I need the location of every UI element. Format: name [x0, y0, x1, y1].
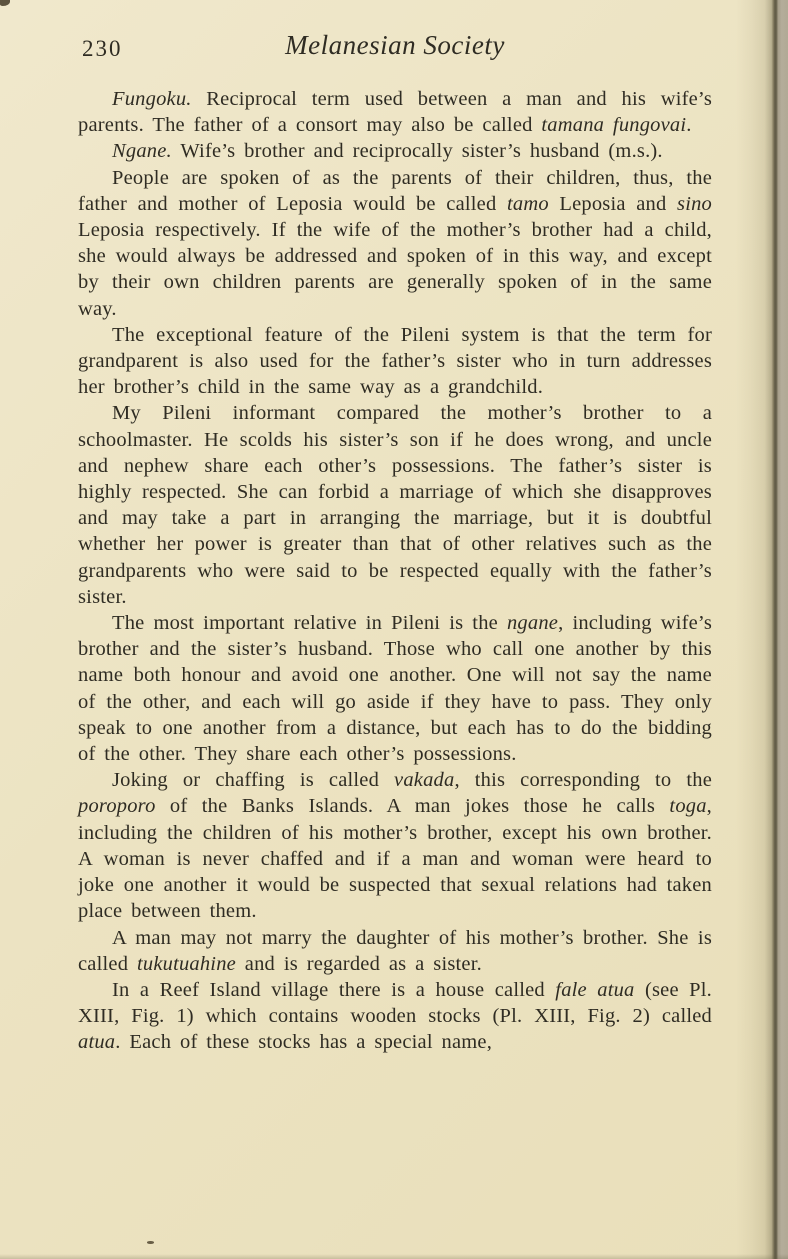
running-title: Melanesian Society: [285, 30, 505, 60]
paragraph: The exceptional feature of the Pileni system is that the term for grandparent is also used for the father’s sister who in turn addresses her brother’s child in the same way as a grandchild.: [78, 323, 712, 399]
scan-speck-top-left: [0, 0, 10, 6]
italic-term: atua: [78, 1031, 116, 1054]
paragraph: The most important relative in Pileni is the ngane, including wife’s brother and the sister’s husband. Those who call one another by this name both honour and avoid one another. One will not say the name of the other, and each will go aside if they have to pass. They only speak to one another from a distance, but each has to do the bidding of the other. They share each other’s possessions.: [78, 612, 712, 766]
page-header: [78, 30, 712, 72]
paragraph: Fungoku. Reciprocal term used between a man and his wife’s parents. The father of a consort may also be called tamana fungovai.: [78, 88, 712, 137]
italic-term: sino: [677, 192, 713, 215]
paragraph: My Pileni informant compared the mother’s brother to a schoolmaster. He scolds his sister’s son if he does wrong, and uncle and nephew share each other’s possessions. The father’s sister is highly respected. She can forbid a marriage of which she disapproves and may take a part in arranging the marriage, but it is doubtful whether her power is greater than that of other relatives such as the grandparents who were said to be respected equally with the father’s sister.: [78, 402, 712, 608]
italic-term: toga: [669, 795, 707, 818]
paragraph: Joking or chaffing is called vakada, this corresponding to the poroporo of the Banks Islands. A man jokes those he calls toga, including the children of his mother’s brother, except his own brother. A woman is never chaffed and if a man and woman were heard to joke one another it would be suspected that sexual relations had taken place between them.: [78, 769, 712, 923]
italic-term: tukutuahine: [136, 952, 236, 975]
italic-term: Fungoku.: [112, 88, 192, 110]
page-body: [78, 86, 712, 1056]
page-number: 230: [82, 36, 123, 61]
book-edge-shadow: [736, 0, 788, 1259]
paragraph: People are spoken of as the parents of their children, thus, the father and mother of Leposia would be called tamo Leposia and sino Leposia respectively. If the wife of the mother’s brother had a child, she would always be addressed and spoken of in this way, and except by their own children parents are generally spoken of in the same way.: [78, 166, 713, 320]
italic-term: tamana fungovai: [541, 114, 687, 137]
italic-term: poroporo: [78, 795, 156, 818]
paragraph: In a Reef Island village there is a house called fale atua (see Pl. XIII, Fig. 1) which contains wooden stocks (Pl. XIII, Fig. 2) called atua. Each of these stocks has a special name,: [78, 978, 712, 1054]
scan-speck-bottom: [147, 1241, 154, 1244]
italic-term: fale atua: [555, 978, 635, 1001]
page-bottom-shadow: [0, 1254, 788, 1259]
paragraph: A man may not marry the daughter of his mother’s brother. She is called tukutuahine and is regarded as a sister.: [78, 926, 712, 975]
italic-term: ngane: [506, 612, 559, 635]
italic-term: Ngane.: [112, 140, 172, 163]
paragraph: Ngane. Wife’s brother and reciprocally sister’s husband (m.s.).: [112, 140, 663, 163]
italic-term: vakada: [394, 769, 455, 792]
italic-term: tamo: [506, 192, 549, 215]
